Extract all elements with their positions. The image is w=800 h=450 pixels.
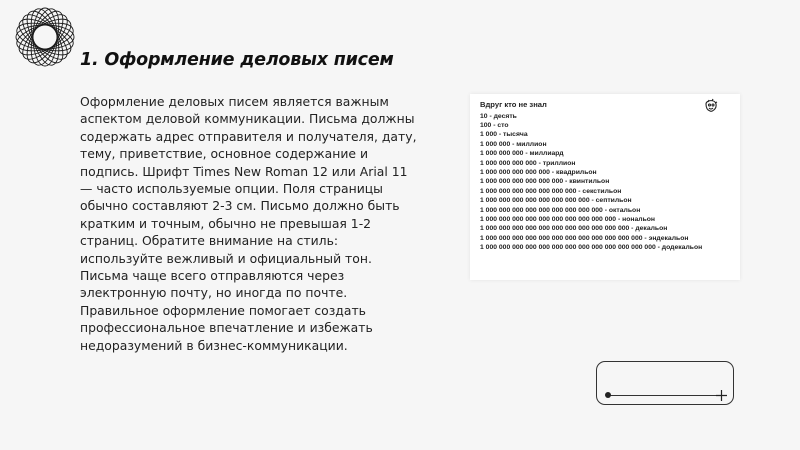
dot-icon[interactable]	[605, 392, 611, 398]
spirograph-logo-icon	[14, 6, 76, 68]
number-row: 1 000 000 000 000 000 000 000 000 000 000 000 000 000 - додекальон	[480, 244, 703, 252]
number-row: 1 000 000 000 000 000 000 000 - секстильон	[480, 187, 622, 195]
numbers-list	[480, 112, 702, 253]
hand-drawn-face-icon	[703, 98, 719, 114]
number-row: 1 000 000 000 000 000 000 000 000 000 000 000 - декальон	[480, 225, 668, 233]
slider-control[interactable]	[596, 361, 734, 405]
slide-body-text: Оформление деловых писем является важным аспектом деловой коммуникации. Письма должны содержать адрес отправителя и получателя, дату, тему, приветствие, основное содержание и подпись. Шрифт Times New Roman 12 или Arial 11 — часто используемые опции. Поля страницы обычно составляют 2-3 см. Письмо должно быть кратким и точным, обычно не превышая 1-2 страниц. Обратите внимание на стиль: используйте вежливый и официальный тон. Письма чаще всего отправляются через электронную почту, но иногда по почте. Правильное оформление помогает создать профессиональное впечатление и избежать недоразумений в бизнес-коммуникации.	[80, 94, 417, 353]
number-row: 1 000 000 000 000 000 - квадрильон	[480, 168, 597, 176]
number-row: 1 000 000 - миллион	[480, 140, 547, 148]
number-row: 1 000 - тысяча	[480, 131, 528, 139]
number-row: 1 000 000 000 000 000 000 000 000 000 000 000 000 - эндекальон	[480, 234, 689, 242]
number-row: 1 000 000 000 000 - триллион	[480, 159, 576, 167]
numbers-heading: Вдруг кто не знал	[480, 100, 547, 109]
number-row: 1 000 000 000 000 000 000 - квинтильон	[480, 178, 610, 186]
slide-title: 1. Оформление деловых писем	[80, 50, 394, 70]
number-row: 1 000 000 000 000 000 000 000 000 000 - октальон	[480, 206, 641, 214]
number-row: 1 000 000 000 000 000 000 000 000 - септильон	[480, 197, 632, 205]
number-row: 1 000 000 000 000 000 000 000 000 000 000 - нональон	[480, 215, 656, 223]
number-row: 1 000 000 000 - миллиард	[480, 150, 564, 158]
slider-track	[607, 395, 719, 396]
numbers-image	[470, 94, 740, 280]
number-row: 10 - десять	[480, 112, 517, 120]
plus-icon[interactable]	[715, 389, 728, 402]
number-row: 100 - сто	[480, 121, 509, 129]
